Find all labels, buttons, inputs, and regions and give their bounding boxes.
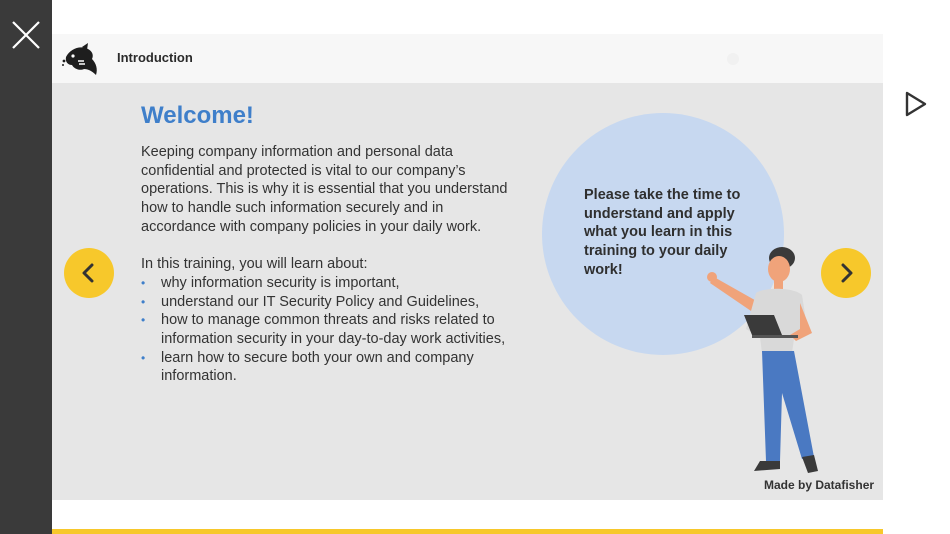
course-frame [52,0,883,534]
left-rail [0,0,52,534]
chevron-right-icon [836,263,856,283]
list-item: • why information security is important, [141,274,511,293]
close-button[interactable] [10,19,42,51]
right-rail [883,0,950,534]
intro-paragraph: Keeping company information and personal data confidential and protected is vital to our company’s operations. This is why it is essential that you understand how to handle such information securely and in accordance with company policies in your daily work. [141,144,508,235]
next-slide-button[interactable] [821,248,871,298]
status-dot [727,53,739,65]
list-item: • how to manage common threats and risks related to information security in your day-to-day work activities, [141,311,511,348]
chevron-left-icon [79,263,99,283]
learning-list [141,274,511,386]
credit-label: Made by Datafisher [764,478,875,492]
callout-text: Please take the time to understand and apply what you learn in this training to your daily work! [584,187,741,278]
fish-logo-icon [62,43,100,77]
close-icon [10,19,42,51]
lesson-title: Introduction [117,50,193,65]
slide-body [141,143,511,386]
play-icon [904,90,928,118]
play-button[interactable] [904,90,928,118]
progress-bar [52,529,883,534]
lesson-header [52,34,883,83]
list-item: • learn how to secure both your own and company information. [141,349,511,386]
slide-heading: Welcome! [141,102,254,129]
previous-slide-button[interactable] [64,248,114,298]
person-with-laptop-illustration [690,243,830,475]
list-item: • understand our IT Security Policy and Guidelines, [141,293,511,312]
slide-content [52,83,883,500]
learn-intro: In this training, you will learn about: [141,256,368,273]
